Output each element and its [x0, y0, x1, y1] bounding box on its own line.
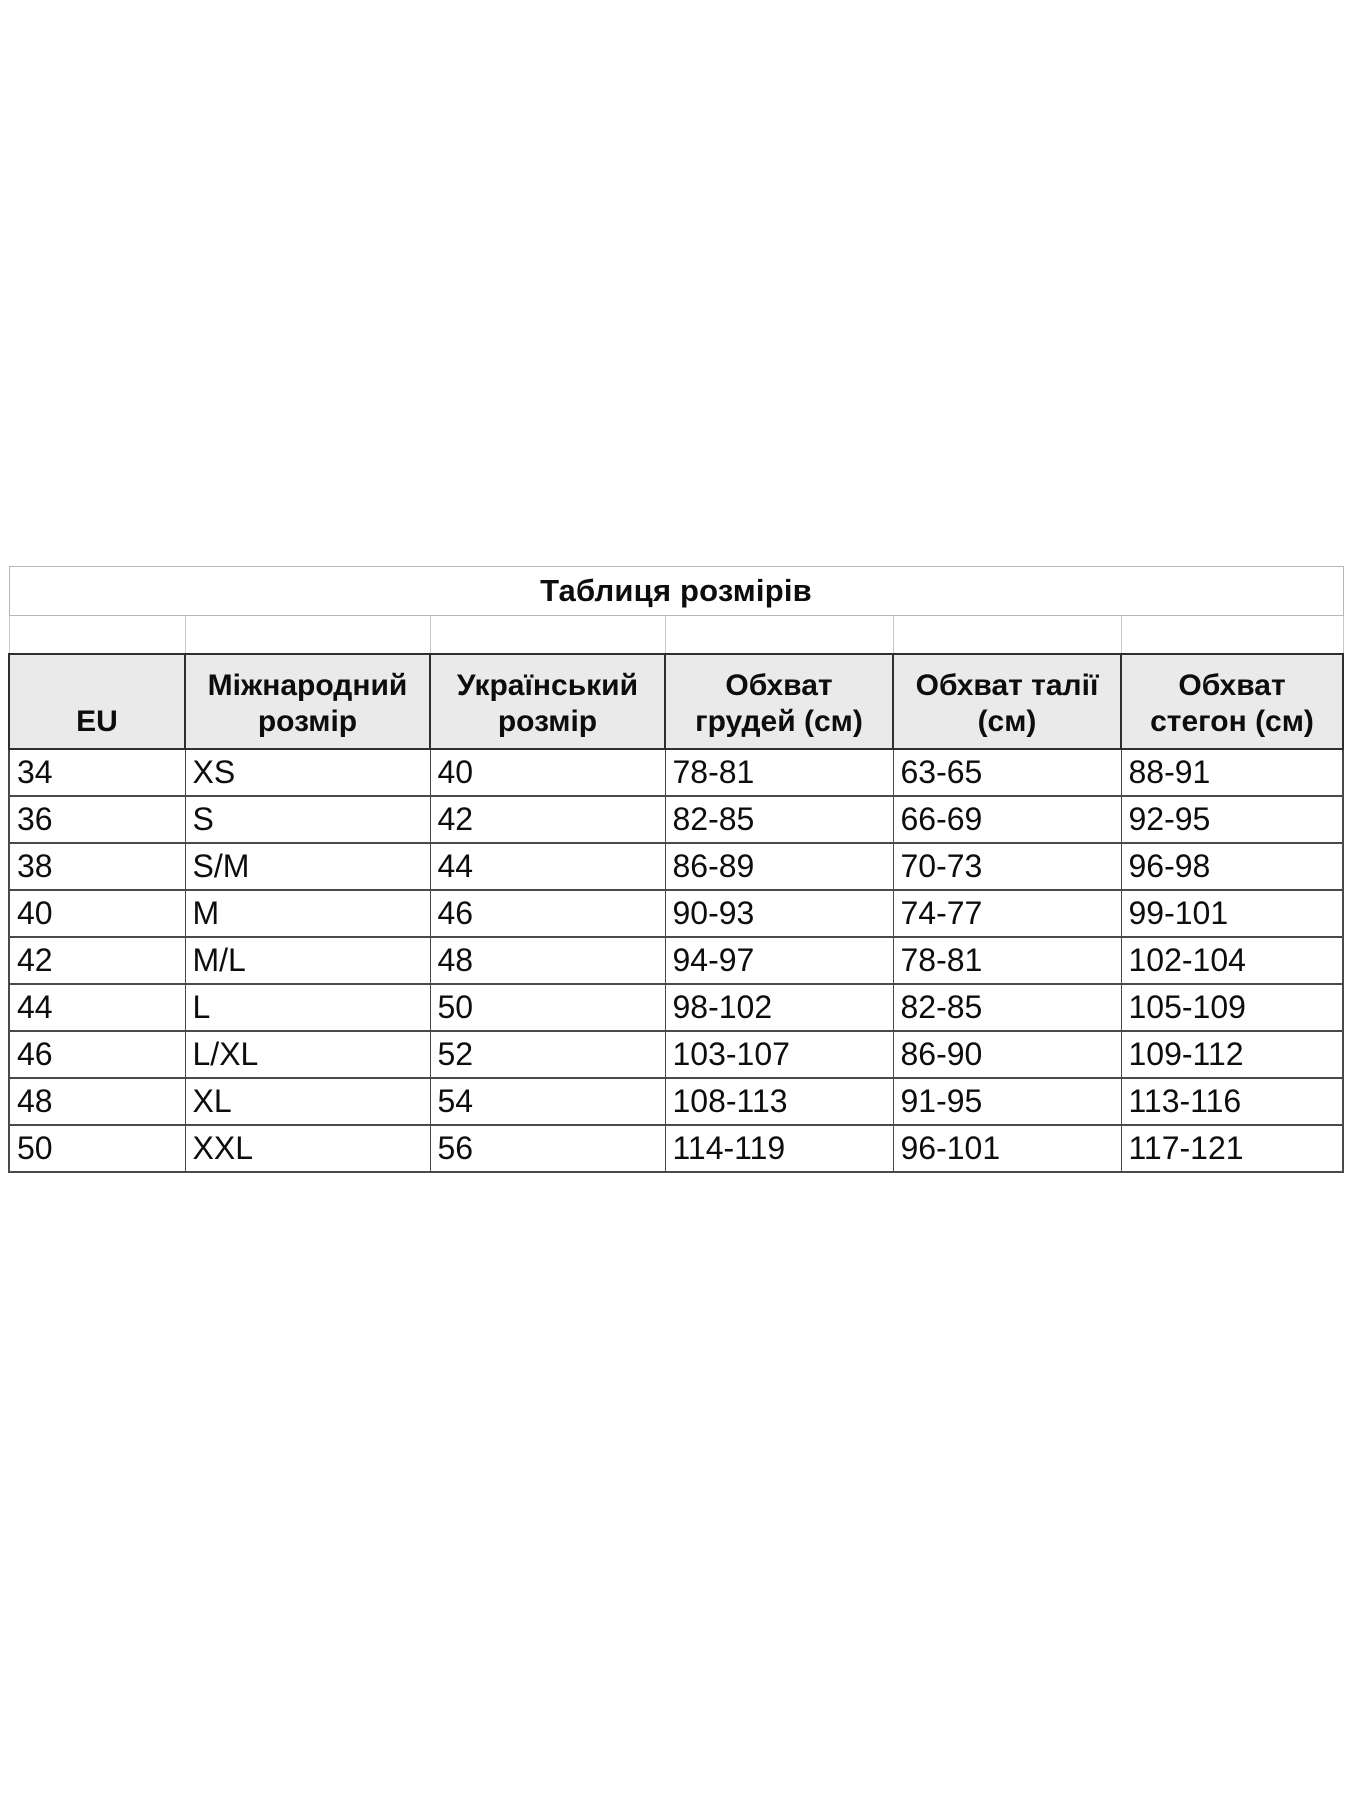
table-title-row — [9, 567, 1343, 616]
table-cell: 96-101 — [893, 1125, 1121, 1172]
table-cell: 88-91 — [1121, 749, 1343, 796]
table-cell: M/L — [185, 937, 430, 984]
table-cell: XXL — [185, 1125, 430, 1172]
table-cell: 96-98 — [1121, 843, 1343, 890]
table-row — [9, 937, 1343, 984]
column-header-hips: Обхват стегон (см) — [1121, 654, 1343, 749]
size-chart-table — [8, 566, 1344, 1173]
table-cell: 82-85 — [893, 984, 1121, 1031]
table-cell: 114-119 — [665, 1125, 893, 1172]
table-cell: 44 — [430, 843, 665, 890]
column-header-eu: EU — [9, 654, 185, 749]
table-cell: S — [185, 796, 430, 843]
table-cell: 42 — [9, 937, 185, 984]
table-cell: 91-95 — [893, 1078, 1121, 1125]
table-cell: 86-90 — [893, 1031, 1121, 1078]
table-cell: 50 — [430, 984, 665, 1031]
table-cell: 46 — [430, 890, 665, 937]
table-cell: 48 — [9, 1078, 185, 1125]
table-cell: 50 — [9, 1125, 185, 1172]
table-row — [9, 843, 1343, 890]
table-cell: 48 — [430, 937, 665, 984]
spacer-cell — [430, 616, 665, 655]
table-cell: 92-95 — [1121, 796, 1343, 843]
table-cell: 105-109 — [1121, 984, 1343, 1031]
table-cell: 78-81 — [893, 937, 1121, 984]
column-header-international-size: Міжнародний розмір — [185, 654, 430, 749]
spacer-cell — [9, 616, 185, 655]
table-cell: XL — [185, 1078, 430, 1125]
table-row — [9, 1125, 1343, 1172]
table-row — [9, 890, 1343, 937]
table-cell: 70-73 — [893, 843, 1121, 890]
column-header-chest: Обхват грудей (см) — [665, 654, 893, 749]
spacer-cell — [185, 616, 430, 655]
size-chart — [8, 566, 1342, 1173]
table-cell: 109-112 — [1121, 1031, 1343, 1078]
table-spacer-row — [9, 616, 1343, 655]
table-cell: S/M — [185, 843, 430, 890]
table-cell: 90-93 — [665, 890, 893, 937]
table-cell: 40 — [430, 749, 665, 796]
spacer-cell — [1121, 616, 1343, 655]
column-header-ukrainian-size: Український розмір — [430, 654, 665, 749]
table-cell: 78-81 — [665, 749, 893, 796]
table-cell: 66-69 — [893, 796, 1121, 843]
table-header-row — [9, 654, 1343, 749]
table-cell: 38 — [9, 843, 185, 890]
spacer-cell — [893, 616, 1121, 655]
table-row — [9, 749, 1343, 796]
table-cell: 82-85 — [665, 796, 893, 843]
table-cell: 52 — [430, 1031, 665, 1078]
table-cell: 42 — [430, 796, 665, 843]
table-cell: 56 — [430, 1125, 665, 1172]
table-cell: 40 — [9, 890, 185, 937]
table-cell: 46 — [9, 1031, 185, 1078]
table-cell: 86-89 — [665, 843, 893, 890]
table-body — [9, 749, 1343, 1172]
table-cell: 102-104 — [1121, 937, 1343, 984]
table-cell: XS — [185, 749, 430, 796]
table-cell: 63-65 — [893, 749, 1121, 796]
table-cell: 113-116 — [1121, 1078, 1343, 1125]
table-cell: 108-113 — [665, 1078, 893, 1125]
spacer-cell — [665, 616, 893, 655]
table-row — [9, 796, 1343, 843]
table-cell: 94-97 — [665, 937, 893, 984]
table-cell: 34 — [9, 749, 185, 796]
table-cell: 44 — [9, 984, 185, 1031]
table-row — [9, 984, 1343, 1031]
table-cell: 54 — [430, 1078, 665, 1125]
table-cell: 103-107 — [665, 1031, 893, 1078]
table-cell: 99-101 — [1121, 890, 1343, 937]
table-row — [9, 1078, 1343, 1125]
table-cell: 74-77 — [893, 890, 1121, 937]
table-cell: L/XL — [185, 1031, 430, 1078]
table-row — [9, 1031, 1343, 1078]
table-cell: 98-102 — [665, 984, 893, 1031]
table-cell: M — [185, 890, 430, 937]
column-header-waist: Обхват талії (см) — [893, 654, 1121, 749]
table-cell: L — [185, 984, 430, 1031]
table-cell: 36 — [9, 796, 185, 843]
table-title: Таблиця розмірів — [9, 567, 1343, 616]
table-cell: 117-121 — [1121, 1125, 1343, 1172]
